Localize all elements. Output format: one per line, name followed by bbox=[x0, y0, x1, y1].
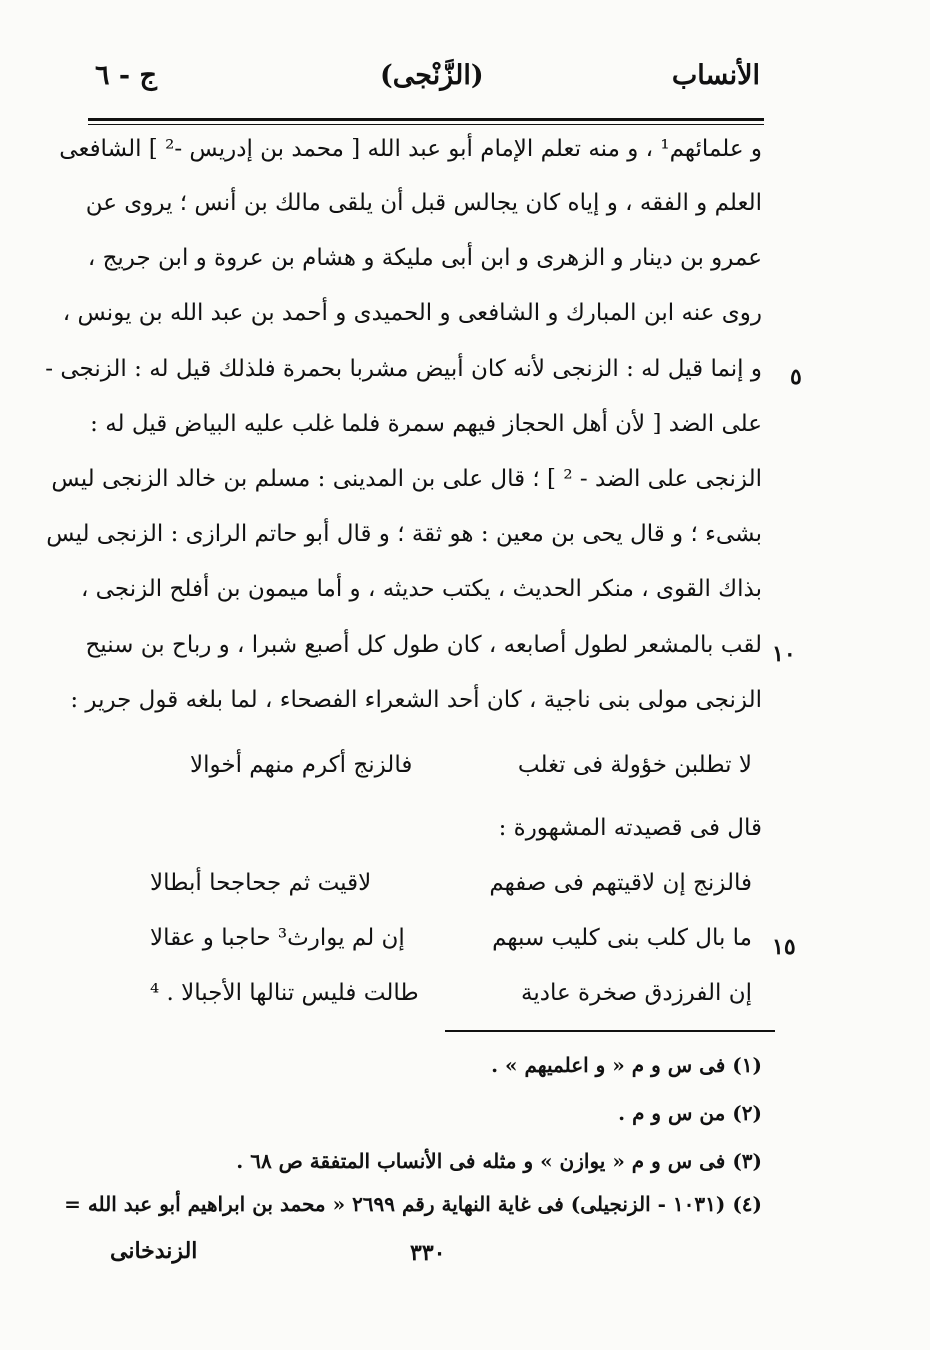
footnote-1: (١) فی س و م « و اعلميهم » . bbox=[491, 1053, 762, 1077]
body-line-7: الزنجی على الضد - ² ] ؛ قال على بن المدينی : مسلم بن خالد الزنجی ليس bbox=[51, 466, 762, 492]
poem-line-2-first-hemistich: ما بال كلب بنی كليب سبهم bbox=[492, 925, 752, 951]
verse-1-second-hemistich: فالزنج أكرم منهم أخوالا bbox=[190, 752, 413, 778]
page-number: ٣٣٠ bbox=[410, 1240, 446, 1266]
poem-intro: قال فی قصيدته المشهورة : bbox=[498, 815, 762, 841]
header-book-title: الأنساب bbox=[671, 60, 760, 91]
line-number-10: ١٠ bbox=[772, 641, 796, 667]
poem-line-3-first-hemistich: إن الفرزدق صخرة عادية bbox=[521, 980, 752, 1006]
header-entry-title: (الزَّنْجی) bbox=[380, 60, 484, 91]
poem-line-3-second-hemistich: طالت فليس تنالها الأجبالا . ⁴ bbox=[150, 980, 419, 1006]
body-line-9: بذاك القوی ، منكر الحديث ، يكتب حديثه ، و أما ميمون بن أفلح الزنجی ، bbox=[80, 576, 762, 602]
footnote-2: (٢) من س و م . bbox=[618, 1101, 762, 1125]
footnote-3: (٣) فی س و م « يوازن » و مثله فی الأنساب المتفقة ص ٦٨ . bbox=[236, 1149, 762, 1173]
footnote-separator bbox=[445, 1030, 775, 1032]
header-rule-thick bbox=[88, 118, 764, 121]
body-line-8: بشیء ؛ و قال يحی بن معين : هو ثقة ؛ و قال أبو حاتم الرازی : الزنجی ليس bbox=[46, 521, 762, 547]
line-number-5: ٥ bbox=[790, 364, 802, 390]
line-number-15: ١٥ bbox=[772, 934, 796, 960]
body-line-11: الزنجی مولى بنی ناجية ، كان أحد الشعراء الفصحاء ، لما بلغه قول جرير : bbox=[70, 687, 762, 713]
body-line-10: لقب بالمشعر لطول أصابعه ، كان طول كل أصبع شبرا ، و رباح بن سنيح bbox=[85, 632, 762, 658]
running-header bbox=[0, 60, 930, 110]
body-line-6: على الضد [ لأن أهل الحجاز فيهم سمرة فلما غلب عليه البياض قيل له : bbox=[90, 411, 762, 437]
header-volume: ج - ٦ bbox=[95, 60, 157, 91]
poem-line-1-second-hemistich: لاقيت ثم جحاجحا أبطالا bbox=[150, 870, 372, 896]
body-line-2: العلم و الفقه ، و إياه كان يجالس قبل أن يلقى مالك بن أنس ؛ يروى عن bbox=[85, 190, 762, 216]
poem-line-1-first-hemistich: فالزنج إن لاقيتهم فی صفهم bbox=[489, 870, 752, 896]
poem-line-2-second-hemistich: إن لم يوارث³ حاجبا و عقالا bbox=[150, 925, 405, 951]
body-line-3: عمرو بن دينار و الزهری و ابن أبی مليكة و هشام بن عروة و ابن جريج ، bbox=[87, 245, 762, 271]
header-rule-thin bbox=[88, 124, 764, 125]
body-line-4: روى عنه ابن المبارك و الشافعی و الحميدی و أحمد بن عبد الله بن يونس ، bbox=[62, 300, 762, 326]
catchword: الزندخانی bbox=[110, 1238, 198, 1264]
footnote-4: (٤) (١٠٣١ - الزنجيلی) فی غاية النهاية رقم ٢٦٩٩ « محمد بن ابراهيم أبو عبد الله = bbox=[64, 1192, 762, 1216]
verse-1-first-hemistich: لا تطلبن خؤولة فی تغلب bbox=[517, 752, 752, 778]
body-line-1: و علمائهم¹ ، و منه تعلم الإمام أبو عبد الله [ محمد بن إدريس -² ] الشافعی bbox=[59, 136, 762, 162]
body-line-5: و إنما قيل له : الزنجی لأنه كان أبيض مشربا بحمرة فلذلك قيل له : الزنجی - bbox=[45, 356, 762, 382]
